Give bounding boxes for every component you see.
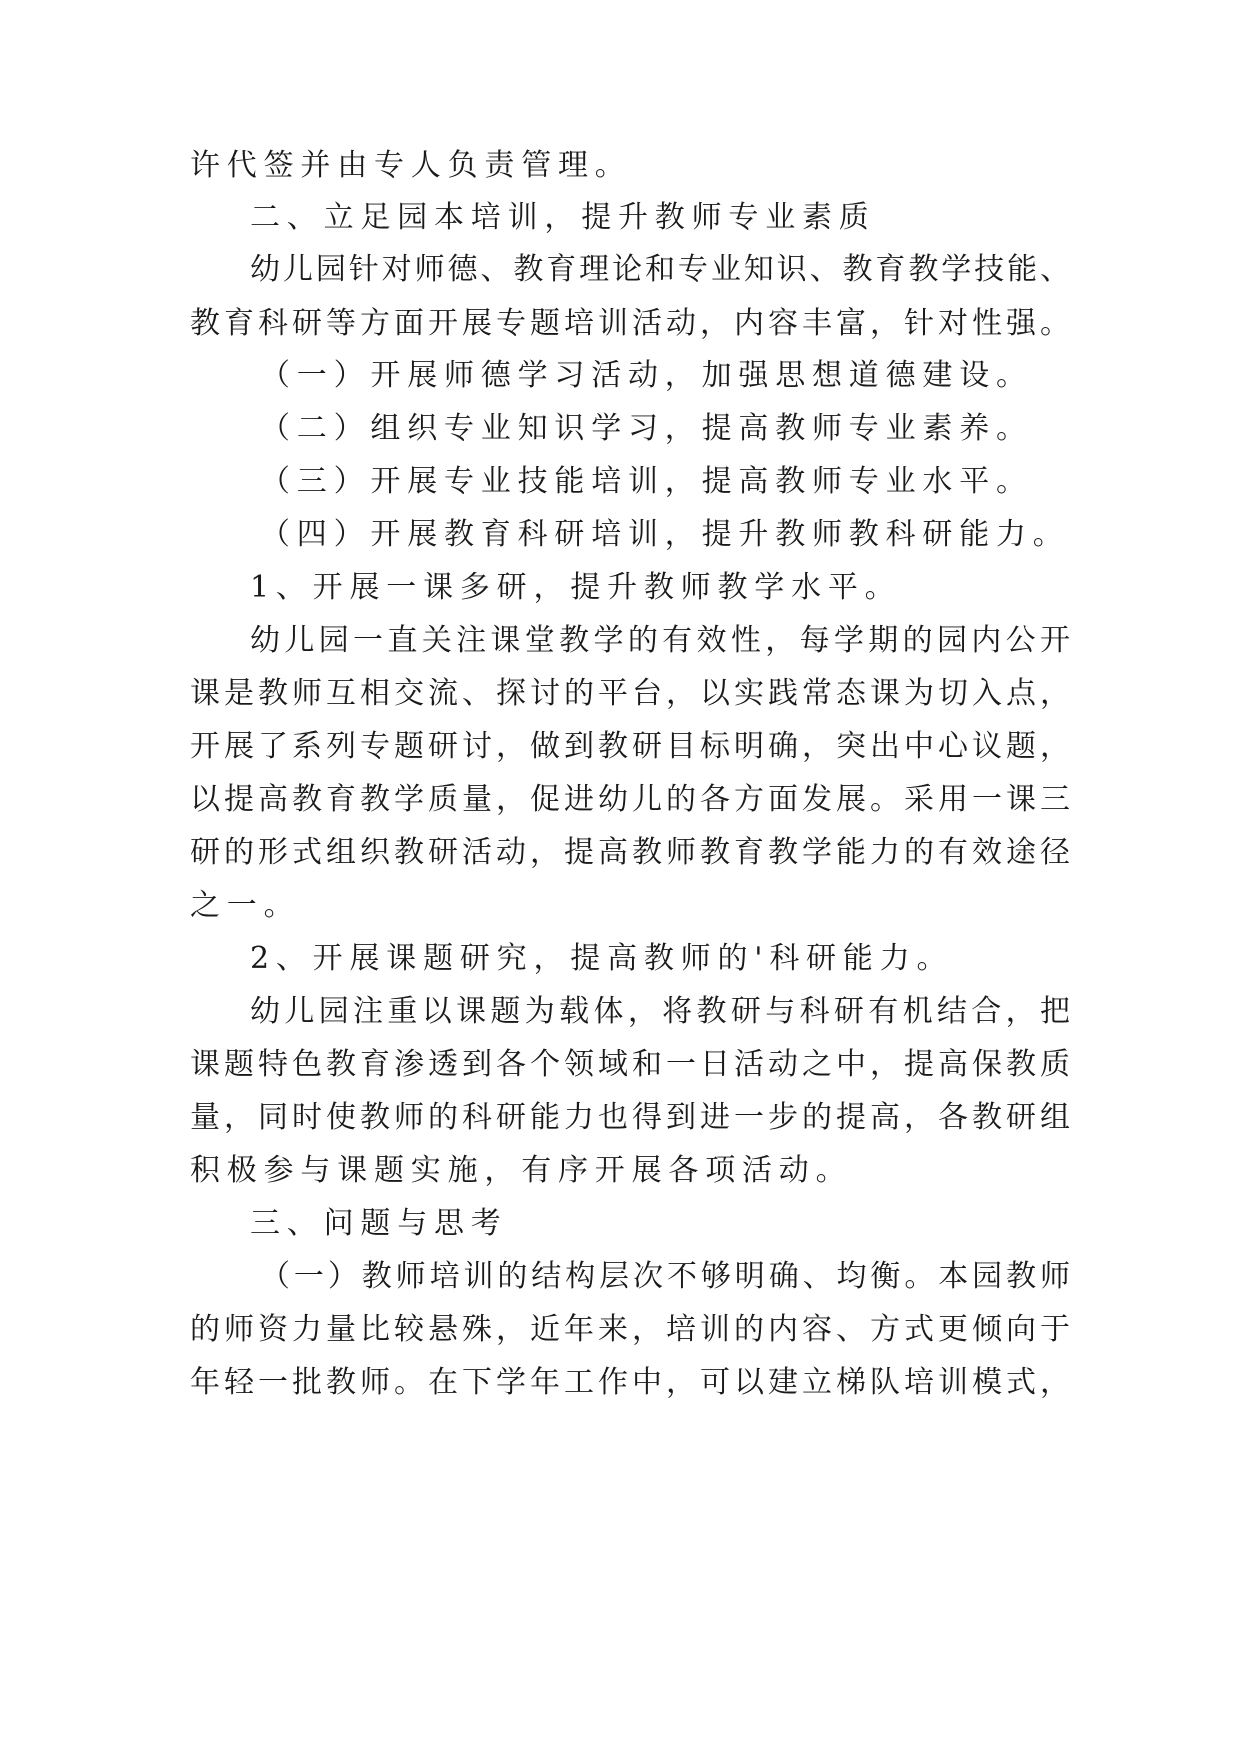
text-line-19: 量，同时使教师的科研能力也得到进一步的提高，各教研组 <box>190 1100 1070 1135</box>
item-heading-1: 1、开展一课多研，提升教师教学水平。 <box>250 570 902 605</box>
text-line-22: （一）教师培训的结构层次不够明确、均衡。本园教师 <box>260 1259 1070 1294</box>
text-line-1: 许代签并由专人负责管理。 <box>190 148 632 183</box>
subsection-2: （二）组织专业知识学习，提高教师专业素养。 <box>260 411 1033 446</box>
item-heading-2: 2、开展课题研究，提高教师的'科研能力。 <box>250 941 954 976</box>
text-line-14: 研的形式组织教研活动，提高教师教育教学能力的有效途径 <box>190 835 1070 870</box>
text-line-13: 以提高教育教学质量，促进幼儿的各方面发展。采用一课三 <box>190 782 1070 817</box>
text-line-23: 的师资力量比较悬殊，近年来，培训的内容、方式更倾向于 <box>190 1312 1070 1347</box>
text-line-12: 开展了系列专题研讨，做到教研目标明确，突出中心议题， <box>190 729 1070 764</box>
text-line-18: 课题特色教育渗透到各个领域和一日活动之中，提高保教质 <box>190 1047 1070 1082</box>
text-line-11: 课是教师互相交流、探讨的平台，以实践常态课为切入点， <box>190 676 1070 711</box>
section-heading-2: 二、立足园本培训，提升教师专业素质 <box>250 200 876 235</box>
text-line-10: 幼儿园一直关注课堂教学的有效性，每学期的园内公开 <box>250 623 1070 658</box>
section-heading-3: 三、问题与思考 <box>250 1206 508 1241</box>
subsection-1: （一）开展师德学习活动，加强思想道德建设。 <box>260 358 1033 393</box>
text-line-17: 幼儿园注重以课题为载体，将教研与科研有机结合，把 <box>250 994 1070 1029</box>
text-line-4: 教育科研等方面开展专题培训活动，内容丰富，针对性强。 <box>190 306 1070 341</box>
subsection-3: （三）开展专业技能培训，提高教师专业水平。 <box>260 464 1033 499</box>
text-line-3: 幼儿园针对师德、教育理论和专业知识、教育教学技能、 <box>250 252 1070 287</box>
text-line-15: 之一。 <box>190 888 301 923</box>
text-line-20: 积极参与课题实施，有序开展各项活动。 <box>190 1153 853 1188</box>
text-line-24: 年轻一批教师。在下学年工作中，可以建立梯队培训模式， <box>190 1365 1070 1400</box>
subsection-4: （四）开展教育科研培训，提升教师教科研能力。 <box>260 517 1070 552</box>
